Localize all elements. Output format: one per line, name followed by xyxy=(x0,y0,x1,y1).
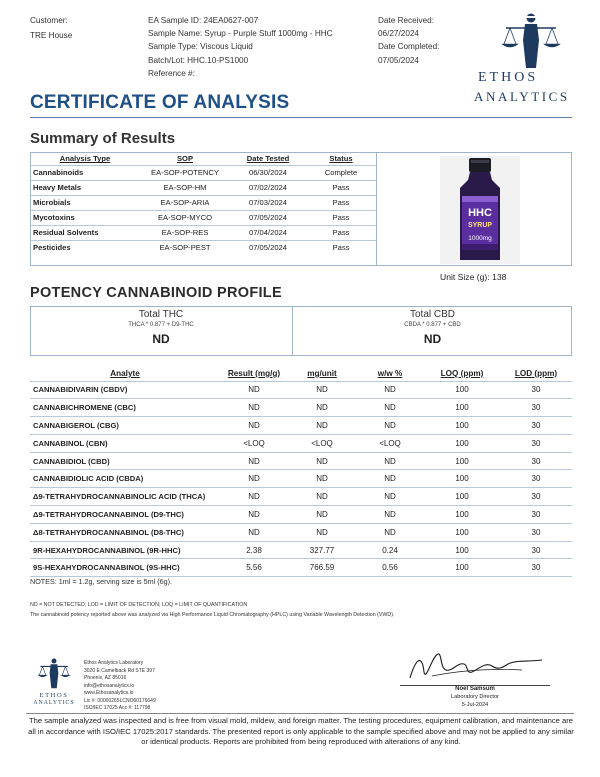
potency-cell: Δ9-TETRAHYDROCANNABINOLIC ACID (THCA) xyxy=(30,488,220,506)
dates-block xyxy=(378,14,439,67)
summary-cell: Pesticides xyxy=(30,240,140,255)
potency-cell: 100 xyxy=(424,541,500,559)
logo-text-analytics: ANALYTICS xyxy=(474,89,570,104)
total-cbd-label: Total CBD xyxy=(409,309,455,320)
summary-row xyxy=(30,225,376,240)
reference-number: Reference #: xyxy=(148,68,195,78)
potency-cell: ND xyxy=(356,452,424,470)
potency-cell: 100 xyxy=(424,488,500,506)
potency-cell: 0.24 xyxy=(356,541,424,559)
potency-cell: 30 xyxy=(500,381,572,399)
potency-cell: ND xyxy=(356,470,424,488)
lab-contact-block xyxy=(84,660,156,713)
summary-col-sop: SOP xyxy=(176,154,194,164)
total-cbd-cell xyxy=(293,306,572,356)
potency-cell: CANNABIDIOLIC ACID (CBDA) xyxy=(30,470,220,488)
footer-divider xyxy=(26,713,574,714)
signer-name: Noel Samsum xyxy=(455,686,495,692)
lab-line: ISO/IEC 17025 Acc #: 117798 xyxy=(84,705,151,711)
product-bottle-image xyxy=(440,156,520,264)
signer-title: Laboratory Director xyxy=(451,694,499,700)
potency-cell: 30 xyxy=(500,399,572,417)
potency-cell: 30 xyxy=(500,417,572,435)
summary-heading: Summary of Results xyxy=(30,130,176,147)
date-completed: 07/05/2024 xyxy=(378,55,419,65)
summary-cell: Heavy Metals xyxy=(30,180,140,195)
potency-cell: 100 xyxy=(424,381,500,399)
logo-text-ethos: ETHOS xyxy=(478,70,539,85)
potency-cell: 766.59 xyxy=(288,559,356,577)
lab-line: Lic #: 00000265LCNO60176649 xyxy=(84,697,156,704)
small-logo-text-ethos: ETHOS xyxy=(39,692,69,699)
total-thc-formula: THCA * 0.877 + D9-THC xyxy=(128,322,194,328)
summary-col-analysis-type: Analysis Type xyxy=(59,154,111,164)
summary-cell: Mycotoxins xyxy=(30,210,140,225)
summary-row xyxy=(30,180,376,195)
summary-cell: 07/03/2024 xyxy=(230,195,306,210)
method-statement: The cannabinoid potency reported above was analyzed via High Performance Liquid Chromatography (HPLC) using Variable Wavelength Detection (VWD). xyxy=(30,612,395,618)
date-completed-label: Date Completed: xyxy=(378,42,440,52)
summary-cell: EA-SOP-HM xyxy=(140,180,230,195)
potency-cell: CANNABIDIOL (CBD) xyxy=(30,452,220,470)
potency-cell: 30 xyxy=(500,470,572,488)
summary-row xyxy=(30,240,376,255)
summary-cell: 07/04/2024 xyxy=(230,225,306,240)
potency-row xyxy=(30,506,572,524)
summary-cell: EA-SOP-ARIA xyxy=(140,195,230,210)
summary-cell: EA-SOP-RES xyxy=(140,225,230,240)
summary-cell: Residual Solvents xyxy=(30,225,140,240)
customer-label: Customer: xyxy=(30,16,68,25)
batch-lot: Batch/Lot: HHC.10-PS1000 xyxy=(148,55,249,65)
potency-cell: 30 xyxy=(500,506,572,524)
signer-block xyxy=(430,685,520,709)
potency-cell: 100 xyxy=(424,434,500,452)
summary-cell: Pass xyxy=(306,240,376,255)
potency-col-result: Result (mg/g) xyxy=(227,368,281,378)
small-logo-text-analytics: ANALYTICS xyxy=(33,700,75,706)
lab-line: 3020 E Camelback Rd STE 397 xyxy=(84,667,155,674)
potency-cell: ND xyxy=(220,381,288,399)
summary-table xyxy=(30,153,376,255)
potency-cell: 30 xyxy=(500,488,572,506)
unit-size: Unit Size (g): 138 xyxy=(440,272,507,282)
signed-date: 5-Jul-2024 xyxy=(461,702,489,708)
summary-row xyxy=(30,210,376,225)
potency-cell: ND xyxy=(288,506,356,524)
potency-cell: ND xyxy=(288,452,356,470)
page-title: CERTIFICATE OF ANALYSIS xyxy=(30,92,290,113)
potency-cell: 100 xyxy=(424,399,500,417)
potency-cell: 100 xyxy=(424,417,500,435)
potency-cell: 327.77 xyxy=(288,541,356,559)
sample-type: Sample Type: Viscous Liquid xyxy=(148,42,253,52)
title-divider xyxy=(30,117,572,118)
sample-info-block xyxy=(148,14,333,80)
potency-row xyxy=(30,434,572,452)
potency-cell: ND xyxy=(220,399,288,417)
potency-cell: 100 xyxy=(424,506,500,524)
summary-cell: 07/05/2024 xyxy=(230,240,306,255)
abbreviation-legend: ND = NOT DETECTED; LOD = LIMIT OF DETECTION; LOQ = LIMIT OF QUANTIFICATION xyxy=(30,602,248,608)
potency-cell: ND xyxy=(220,506,288,524)
potency-cell: 30 xyxy=(500,559,572,577)
sample-name: Sample Name: Syrup - Purple Stuff 1000mg - HHC xyxy=(148,29,333,39)
potency-cell: ND xyxy=(356,381,424,399)
lab-line: info@ethosanalytics.io xyxy=(84,682,135,689)
potency-cell: 30 xyxy=(500,452,572,470)
bottle-label-hhc: HHC xyxy=(468,207,492,219)
potency-cell: <LOQ xyxy=(356,434,424,452)
summary-cell: Pass xyxy=(306,225,376,240)
summary-cell: Pass xyxy=(306,180,376,195)
ethos-small-logo-icon xyxy=(36,656,72,690)
potency-cell: CANNABICHROMENE (CBC) xyxy=(30,399,220,417)
potency-cell: ND xyxy=(356,506,424,524)
ethos-logo-icon xyxy=(498,10,564,70)
potency-cell: 100 xyxy=(424,452,500,470)
potency-cell: ND xyxy=(356,399,424,417)
potency-cell: ND xyxy=(288,399,356,417)
potency-cell: CANNABIGEROL (CBG) xyxy=(30,417,220,435)
potency-col-ww-percent: w/w % xyxy=(377,368,403,378)
bottle-label-syrup: SYRUP xyxy=(467,222,493,229)
potency-table xyxy=(30,366,572,577)
potency-row xyxy=(30,559,572,577)
potency-col-lod: LOD (ppm) xyxy=(514,368,558,378)
date-received: 06/27/2024 xyxy=(378,29,419,39)
potency-cell: 5.56 xyxy=(220,559,288,577)
potency-heading: POTENCY CANNABINOID PROFILE xyxy=(30,285,282,301)
summary-cell: Pass xyxy=(306,195,376,210)
potency-cell: ND xyxy=(356,417,424,435)
sample-id: EA Sample ID: 24EA0627-007 xyxy=(148,16,259,25)
lab-line: www.Ethosanalytics.io xyxy=(84,690,134,696)
summary-col-date-tested: Date Tested xyxy=(246,154,290,164)
potency-row xyxy=(30,523,572,541)
lab-line: Phoenix, AZ 85016 xyxy=(84,675,127,681)
potency-cell: <LOQ xyxy=(220,434,288,452)
potency-cell: ND xyxy=(220,452,288,470)
potency-cell: Δ9-TETRAHYDROCANNABINOL (D9-THC) xyxy=(30,506,220,524)
potency-cell: ND xyxy=(288,417,356,435)
summary-cell: 07/05/2024 xyxy=(230,210,306,225)
potency-cell: 2.38 xyxy=(220,541,288,559)
potency-cell: ND xyxy=(220,417,288,435)
potency-cell: Δ8-TETRAHYDROCANNABINOL (D8-THC) xyxy=(30,523,220,541)
summary-cell: Pass xyxy=(306,210,376,225)
potency-col-loq: LOQ (ppm) xyxy=(440,368,484,378)
potency-cell: 0.56 xyxy=(356,559,424,577)
signature-image xyxy=(402,648,552,686)
potency-cell: ND xyxy=(288,523,356,541)
potency-cell: 100 xyxy=(424,470,500,488)
summary-row xyxy=(30,195,376,210)
potency-row xyxy=(30,381,572,399)
notes-text: NOTES: 1ml = 1.2g, serving size is 5ml (6g). xyxy=(30,577,172,586)
total-cbd-value: ND xyxy=(423,332,442,346)
potency-cell: CANNABINOL (CBN) xyxy=(30,434,220,452)
potency-cell: ND xyxy=(356,523,424,541)
potency-cell: ND xyxy=(288,381,356,399)
summary-row xyxy=(30,165,376,180)
summary-cell: Complete xyxy=(306,165,376,180)
potency-row xyxy=(30,541,572,559)
potency-cell: 30 xyxy=(500,541,572,559)
potency-cell: 9S-HEXAHYDROCANNABINOL (9S-HHC) xyxy=(30,559,220,577)
potency-cell: <LOQ xyxy=(288,434,356,452)
potency-cell: ND xyxy=(220,488,288,506)
summary-cell: EA-SOP-PEST xyxy=(140,240,230,255)
potency-col-mg-unit: mg/unit xyxy=(307,368,337,378)
summary-cell: EA-SOP-POTENCY xyxy=(140,165,230,180)
potency-cell: 100 xyxy=(424,523,500,541)
summary-cell: Cannabinoids xyxy=(30,165,140,180)
potency-row xyxy=(30,470,572,488)
potency-cell: 100 xyxy=(424,559,500,577)
potency-row xyxy=(30,452,572,470)
lab-line: Ethos Analytics Laboratory xyxy=(84,660,144,666)
potency-row xyxy=(30,399,572,417)
potency-cell: CANNABIDIVARIN (CBDV) xyxy=(30,381,220,399)
potency-cell: 30 xyxy=(500,434,572,452)
potency-row xyxy=(30,488,572,506)
potency-cell: 9R-HEXAHYDROCANNABINOL (9R-HHC) xyxy=(30,541,220,559)
date-received-label: Date Received: xyxy=(378,16,434,25)
disclaimer-text: The sample analyzed was inspected and is free from visual mold, mildew, and foreign matter. The testing procedures, equipment calibration, and maintenance are all in accordance with ISO/IEC 17025:2017 standards. The presented report is only applicable to the sample specified above and may not be applied to any similar or identical products. Reports are prohibited from being reproduced with alterations of any kind. xyxy=(28,716,574,747)
potency-cell: ND xyxy=(220,523,288,541)
summary-image-divider xyxy=(376,152,377,266)
summary-cell: 06/30/2024 xyxy=(230,165,306,180)
potency-cell: ND xyxy=(288,470,356,488)
total-thc-label: Total THC xyxy=(138,309,184,320)
total-thc-cell xyxy=(30,306,292,356)
customer-block xyxy=(30,14,72,42)
potency-cell: ND xyxy=(220,470,288,488)
potency-cell: ND xyxy=(288,488,356,506)
potency-row xyxy=(30,417,572,435)
bottle-label-dose: 1000mg xyxy=(468,235,492,242)
customer-value: TRE House xyxy=(30,31,73,41)
potency-cell: ND xyxy=(356,488,424,506)
potency-col-analyte: Analyte xyxy=(110,368,140,378)
summary-cell: 07/02/2024 xyxy=(230,180,306,195)
summary-cell: EA-SOP-MYCO xyxy=(140,210,230,225)
total-thc-value: ND xyxy=(152,332,170,346)
potency-cell: 30 xyxy=(500,523,572,541)
summary-col-status: Status xyxy=(329,154,353,164)
summary-cell: Microbials xyxy=(30,195,140,210)
total-cbd-formula: CBDA * 0.877 + CBD xyxy=(404,322,461,328)
